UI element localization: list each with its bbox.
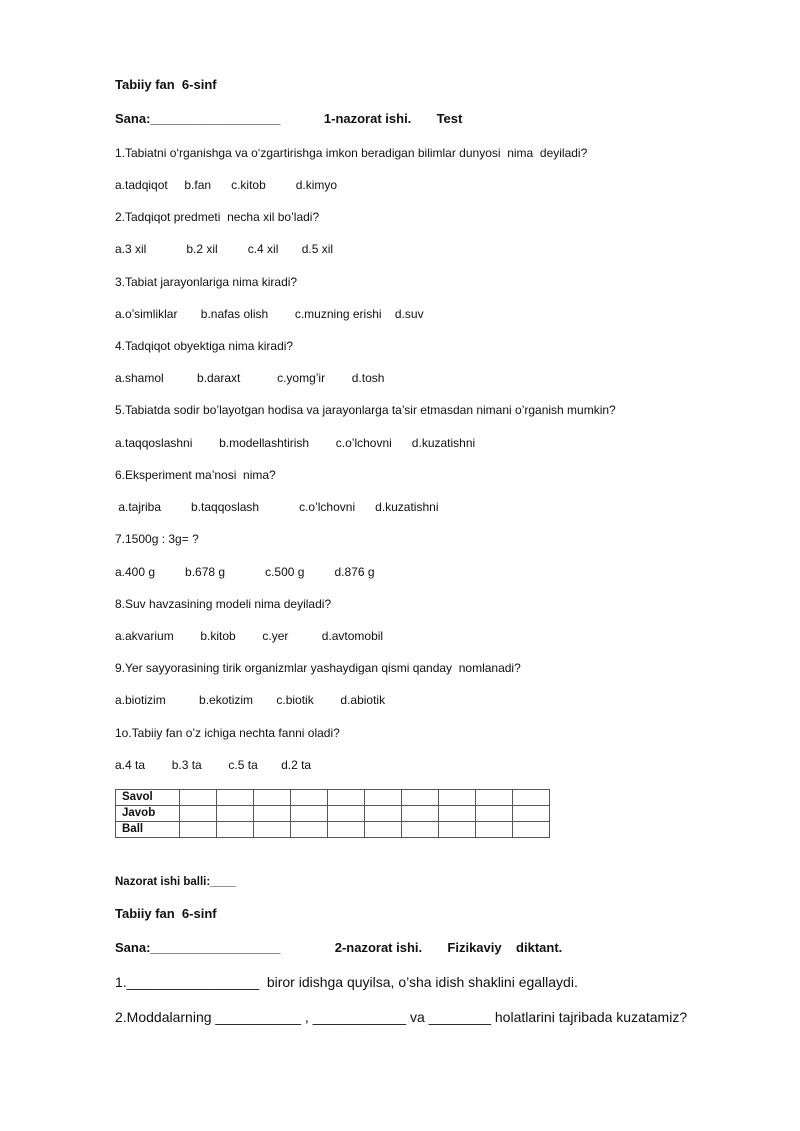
answers-10: a.4 ta b.3 ta c.5 ta d.2 ta <box>115 758 312 772</box>
dictation-item-1: 1._________________ biror idishga quyilsa, o’sha idish shaklini egallaydi. <box>115 974 578 990</box>
answer-cell[interactable] <box>217 822 254 838</box>
answer-cell[interactable] <box>513 822 550 838</box>
answer-cell[interactable] <box>365 806 402 822</box>
table-row <box>116 822 550 838</box>
table-row <box>116 806 550 822</box>
answer-cell[interactable] <box>291 806 328 822</box>
row-label: Javob <box>116 806 180 822</box>
answers-4: a.shamol b.daraxt c.yomg’ir d.tosh <box>115 371 385 385</box>
row-label: Ball <box>116 822 180 838</box>
question-10: 1o.Tabiiy fan o’z ichiga nechta fanni oladi? <box>115 726 340 740</box>
question-7: 7.1500g : 3g= ? <box>115 532 199 546</box>
question-6: 6.Eksperiment ma’nosi nima? <box>115 468 276 482</box>
answers-6: a.tajriba b.taqqoslash c.o’lchovni d.kuzatishni <box>115 500 439 514</box>
answer-cell[interactable] <box>476 790 513 806</box>
answer-cell[interactable] <box>402 822 439 838</box>
answers-8: a.akvarium b.kitob c.yer d.avtomobil <box>115 629 384 643</box>
answers-9: a.biotizim b.ekotizim c.biotik d.abiotik <box>115 693 386 707</box>
answer-table <box>115 789 550 838</box>
answer-cell[interactable] <box>439 790 476 806</box>
answer-cell[interactable] <box>365 822 402 838</box>
answer-cell[interactable] <box>513 790 550 806</box>
question-9: 9.Yer sayyorasining tirik organizmlar yashaydigan qismi qanday nomlanadi? <box>115 661 521 675</box>
answer-cell[interactable] <box>180 822 217 838</box>
answers-7: a.400 g b.678 g c.500 g d.876 g <box>115 565 375 579</box>
test2-heading: Tabiiy fan 6-sinf <box>115 906 217 921</box>
answers-5: a.taqqoslashni b.modellashtirish c.o’lchovni d.kuzatishni <box>115 436 476 450</box>
answer-cell[interactable] <box>328 790 365 806</box>
answer-cell[interactable] <box>439 806 476 822</box>
table-row <box>116 790 550 806</box>
score-line: Nazorat ishi balli:____ <box>115 876 236 888</box>
dictation-item-2: 2.Moddalarning ___________ , ____________ va ________ holatlarini tajribada kuzatamiz? <box>115 1009 688 1025</box>
answer-cell[interactable] <box>217 790 254 806</box>
answer-cell[interactable] <box>402 806 439 822</box>
answer-cell[interactable] <box>180 806 217 822</box>
answer-cell[interactable] <box>476 806 513 822</box>
question-5: 5.Tabiatda sodir bo’layotgan hodisa va jarayonlarga ta’sir etmasdan nimani o’rganish mumkin? <box>115 403 616 417</box>
question-4: 4.Tadqiqot obyektiga nima kiradi? <box>115 339 294 353</box>
test1-meta: Sana:__________________ 1-nazorat ishi. Test <box>115 111 463 126</box>
answer-cell[interactable] <box>180 790 217 806</box>
answers-3: a.o’simliklar b.nafas olish c.muzning erishi d.suv <box>115 307 424 321</box>
test1-heading: Tabiiy fan 6-sinf <box>115 77 217 92</box>
answer-cell[interactable] <box>254 822 291 838</box>
answer-cell[interactable] <box>328 822 365 838</box>
answer-cell[interactable] <box>291 790 328 806</box>
answers-1: a.tadqiqot b.fan c.kitob d.kimyo <box>115 178 338 192</box>
answer-cell[interactable] <box>513 806 550 822</box>
answers-2: a.3 xil b.2 xil c.4 xil d.5 xil <box>115 242 334 256</box>
answer-cell[interactable] <box>291 822 328 838</box>
answer-cell[interactable] <box>476 822 513 838</box>
answer-cell[interactable] <box>217 806 254 822</box>
answer-cell[interactable] <box>365 790 402 806</box>
answer-cell[interactable] <box>328 806 365 822</box>
row-label: Savol <box>116 790 180 806</box>
answer-cell[interactable] <box>439 822 476 838</box>
question-8: 8.Suv havzasining modeli nima deyiladi? <box>115 597 332 611</box>
question-2: 2.Tadqiqot predmeti necha xil bo’ladi? <box>115 210 320 224</box>
question-1: 1.Tabiatni o‘rganishga va o‘zgartirishga imkon beradigan bilimlar dunyosi nima deyiladi? <box>115 146 588 160</box>
test2-meta: Sana:__________________ 2-nazorat ishi. Fizikaviy diktant. <box>115 940 563 955</box>
question-3: 3.Tabiat jarayonlariga nima kiradi? <box>115 275 298 289</box>
answer-cell[interactable] <box>254 790 291 806</box>
answer-cell[interactable] <box>402 790 439 806</box>
answer-cell[interactable] <box>254 806 291 822</box>
